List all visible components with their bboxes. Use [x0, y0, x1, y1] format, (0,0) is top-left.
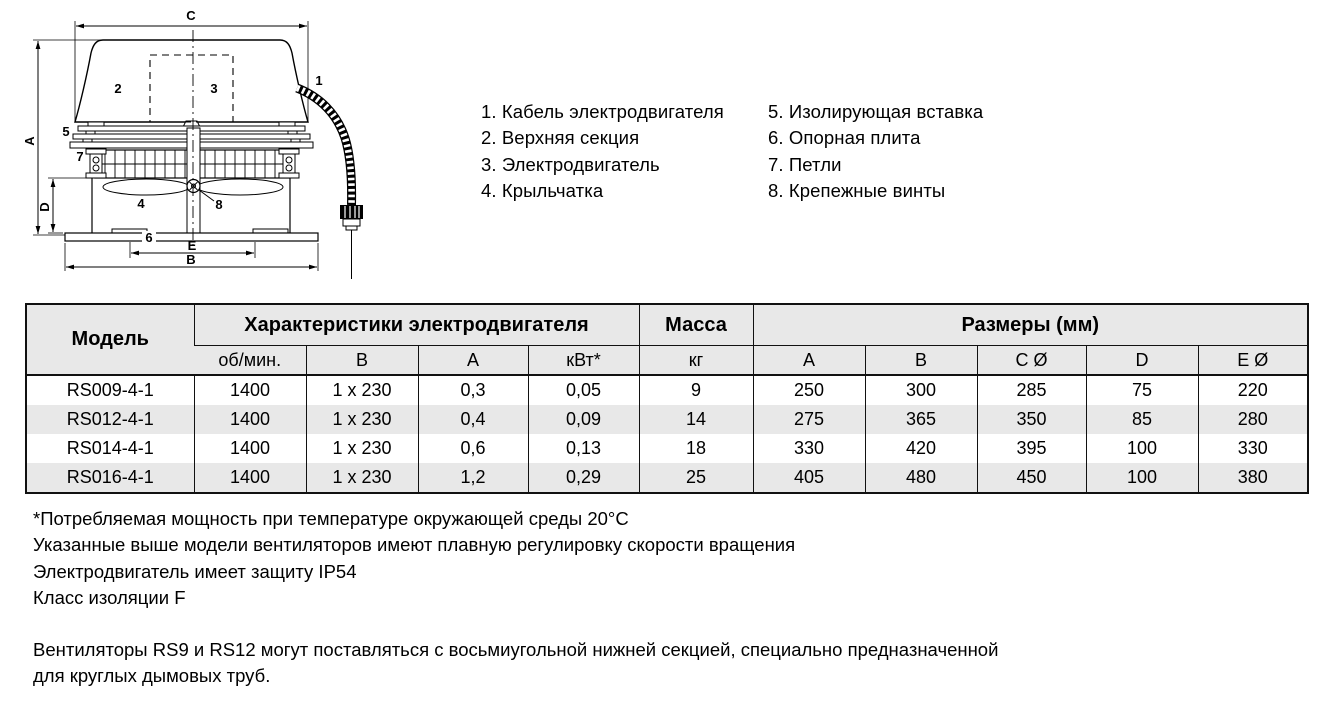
- header-dimensions: Размеры (мм): [753, 304, 1308, 346]
- legend-item: 3. Электродвигатель: [481, 153, 660, 175]
- cell: 330: [753, 434, 865, 463]
- subheader-dim-d: D: [1086, 346, 1198, 376]
- cell: 100: [1086, 434, 1198, 463]
- subheader-kw: кВт*: [528, 346, 639, 376]
- legend-item: 6. Опорная плита: [768, 127, 921, 149]
- legend-item: 7. Петли: [768, 153, 842, 175]
- footnote-line: Класс изоляции F: [33, 586, 186, 608]
- cell: 450: [977, 463, 1086, 493]
- subheader-volts: В: [306, 346, 418, 376]
- cell: 275: [753, 405, 865, 434]
- subheader-dim-b: B: [865, 346, 977, 376]
- legend-item: 8. Крепежные винты: [768, 179, 946, 201]
- table-row: [26, 405, 1308, 434]
- part-label-5: 5: [62, 124, 70, 139]
- cell: 395: [977, 434, 1086, 463]
- bottom-paragraph: [33, 637, 998, 690]
- cell-model: RS009-4-1: [66, 380, 154, 400]
- legend-column-2: [768, 99, 983, 204]
- legend-item: 2. Верхняя секция: [481, 127, 640, 149]
- cell: 0,29: [528, 463, 639, 493]
- footnote-line: *Потребляемая мощность при температуре окружающей среды 20°C: [33, 508, 629, 529]
- cell: 300: [865, 375, 977, 405]
- cell: 350: [977, 405, 1086, 434]
- cell: 1 x 230: [306, 434, 418, 463]
- cell: 250: [753, 375, 865, 405]
- cell: 100: [1086, 463, 1198, 493]
- part-label-2: 2: [114, 81, 122, 96]
- subheader-kg: кг: [639, 346, 753, 376]
- footnote-line: Указанные выше модели вентиляторов имеют плавную регулировку скорости вращения: [33, 534, 796, 556]
- cell: 0,13: [528, 434, 639, 463]
- cell: 0,6: [418, 434, 528, 463]
- cell: 25: [639, 463, 753, 493]
- table-row: [26, 434, 1308, 463]
- legend-item: 4. Крыльчатка: [481, 179, 604, 201]
- dim-label-d: D: [37, 202, 52, 212]
- header-model: Модель: [71, 328, 149, 350]
- cell: 0,05: [528, 375, 639, 405]
- subheader-amps: А: [418, 346, 528, 376]
- cell: 1400: [194, 434, 306, 463]
- footnote-line: Электродвигатель имеет защиту IP54: [33, 560, 357, 582]
- footnotes: [33, 506, 795, 611]
- cell: 420: [865, 434, 977, 463]
- cell-model: RS016-4-1: [66, 467, 154, 487]
- part-label-1: 1: [315, 73, 323, 88]
- subheader-dim-c: C Ø: [977, 346, 1086, 376]
- cell: 365: [865, 405, 977, 434]
- dim-label-c: C: [186, 8, 196, 23]
- cell: 1,2: [418, 463, 528, 493]
- roof-fan-diagram: [0, 0, 460, 290]
- legend-item: 1. Кабель электродвигателя: [481, 101, 724, 122]
- cell: 0,09: [528, 405, 639, 434]
- subheader-rpm: об/мин.: [218, 349, 282, 370]
- subheader-dim-a: A: [753, 346, 865, 376]
- cell: 9: [639, 375, 753, 405]
- cell: 18: [639, 434, 753, 463]
- cell: 1 x 230: [306, 463, 418, 493]
- cell: 380: [1198, 463, 1308, 493]
- table-row: [26, 375, 1308, 405]
- cell: 280: [1198, 405, 1308, 434]
- cell-model: RS014-4-1: [66, 438, 154, 458]
- cell: 220: [1198, 375, 1308, 405]
- dim-label-b: B: [186, 252, 196, 267]
- dim-label-a: A: [22, 136, 37, 146]
- cell: 85: [1086, 405, 1198, 434]
- part-label-7: 7: [76, 149, 84, 164]
- legend-column-1: [481, 99, 724, 204]
- cell: 1400: [194, 375, 306, 405]
- legend-item: 5. Изолирующая вставка: [768, 101, 984, 122]
- cell: 285: [977, 375, 1086, 405]
- specifications-table: [25, 303, 1309, 494]
- part-label-4: 4: [137, 196, 145, 211]
- header-motor-characteristics: Характеристики электродвигателя: [194, 304, 639, 346]
- cell: 480: [865, 463, 977, 493]
- cell: 14: [639, 405, 753, 434]
- paragraph-line: для круглых дымовых труб.: [33, 665, 271, 687]
- cell: 75: [1086, 375, 1198, 405]
- subheader-dim-e: E Ø: [1198, 346, 1308, 376]
- top-section-cowl: [75, 40, 308, 122]
- paragraph-line: Вентиляторы RS9 и RS12 могут поставляться с восьмиугольной нижней секцией, специально предназначенной: [33, 639, 999, 660]
- cell: 405: [753, 463, 865, 493]
- part-label-6: 6: [145, 230, 153, 245]
- part-label-8: 8: [215, 197, 223, 212]
- cell: 330: [1198, 434, 1308, 463]
- table-row: [26, 463, 1308, 493]
- cell: 0,4: [418, 405, 528, 434]
- header-mass: Масса: [639, 304, 753, 346]
- cell-model: RS012-4-1: [66, 409, 154, 429]
- cell: 1400: [194, 405, 306, 434]
- cell: 1400: [194, 463, 306, 493]
- part-label-3: 3: [210, 81, 218, 96]
- dim-label-e: E: [187, 238, 197, 253]
- cell: 1 x 230: [306, 375, 418, 405]
- cell: 1 x 230: [306, 405, 418, 434]
- cell: 0,3: [418, 375, 528, 405]
